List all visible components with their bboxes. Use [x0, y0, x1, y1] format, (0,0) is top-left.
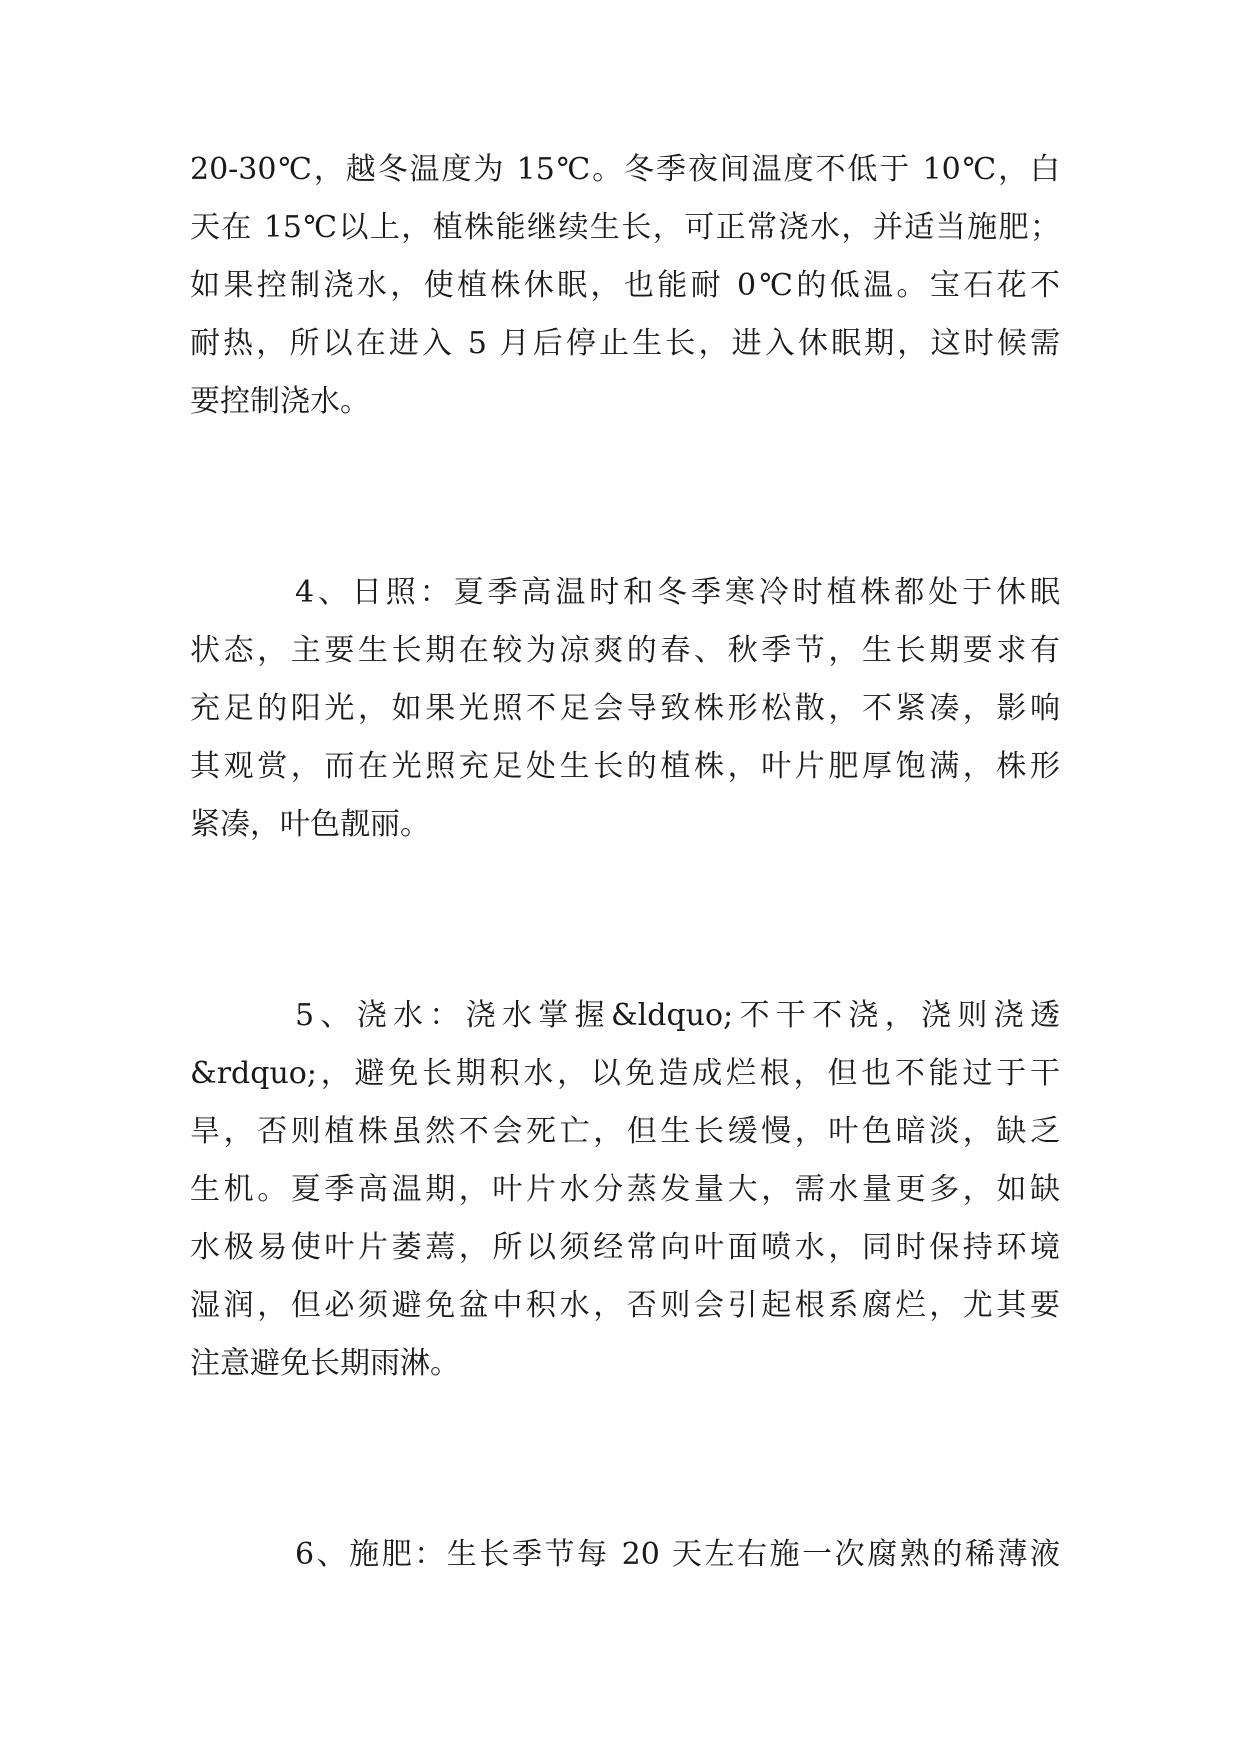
paragraph-3-line-1: 5、浇水：浇水掌握&ldquo;不干不浇，浇则浇透	[295, 998, 1060, 1033]
paragraph-3-line-7: 注意避免长期雨淋。	[190, 1346, 460, 1381]
paragraph-2-line-5: 紧凑，叶色靓丽。	[190, 807, 430, 842]
paragraph-2-line-1: 4、日照：夏季高温时和冬季寒冷时植株都处于休眠	[295, 575, 1060, 610]
paragraph-1-line-1: 20-30℃，越冬温度为 15℃。冬季夜间温度不低于 10℃，白	[190, 152, 1060, 187]
paragraph-1-line-4: 耐热，所以在进入 5 月后停止生长，进入休眠期，这时候需	[190, 326, 1060, 361]
paragraph-4-line-1: 6、施肥：生长季节每 20 天左右施一次腐熟的稀薄液	[295, 1537, 1060, 1572]
paragraph-3-line-4: 生机。夏季高温期，叶片水分蒸发量大，需水量更多，如缺	[190, 1172, 1060, 1207]
paragraph-3-line-2: &rdquo;，避免长期积水，以免造成烂根，但也不能过于干	[190, 1056, 1060, 1091]
paragraph-3-line-5: 水极易使叶片萎蔫，所以须经常向叶面喷水，同时保持环境	[190, 1230, 1060, 1265]
paragraph-2-line-2: 状态，主要生长期在较为凉爽的春、秋季节，生长期要求有	[190, 633, 1060, 668]
paragraph-1-line-5: 要控制浇水。	[190, 384, 370, 419]
paragraph-2-line-4: 其观赏，而在光照充足处生长的植株，叶片肥厚饱满，株形	[190, 749, 1060, 784]
paragraph-3-line-3: 旱，否则植株虽然不会死亡，但生长缓慢，叶色暗淡，缺乏	[190, 1114, 1060, 1149]
paragraph-1-line-2: 天在 15℃以上，植株能继续生长，可正常浇水，并适当施肥；	[190, 210, 1060, 245]
paragraph-1-line-3: 如果控制浇水，使植株休眠，也能耐 0℃的低温。宝石花不	[190, 268, 1060, 303]
paragraph-2-line-3: 充足的阳光，如果光照不足会导致株形松散，不紧凑，影响	[190, 691, 1060, 726]
paragraph-3-line-6: 湿润，但必须避免盆中积水，否则会引起根系腐烂，尤其要	[190, 1288, 1060, 1323]
